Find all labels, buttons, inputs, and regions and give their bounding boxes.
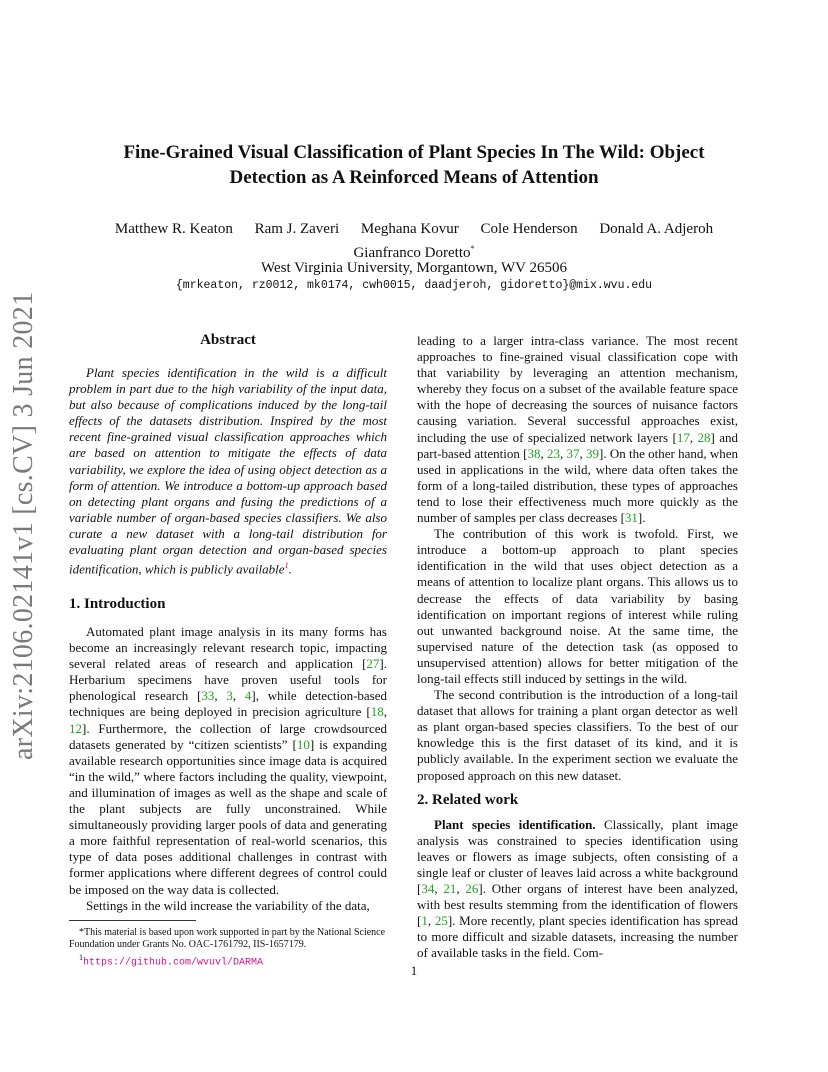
citation-link[interactable]: 38 [527,445,541,461]
run-in-heading: Plant species identification. [434,816,596,832]
citation-link[interactable]: 4 [244,688,252,704]
intro-paragraph-4: The second contribution is the introduction of a long-tail dataset that allows for training a plant organ detector as well as plant organ-based species classifiers. To the best of our knowledge this is the first dataset of its kind, and it is publicly available. In the experiment section we evaluate the proposed approach on this new dataset. [417,687,738,783]
intro-paragraph-3: The contribution of this work is twofold. First, we introduce a bottom-up approach to plant species identification in the wild that uses object detection as a means of attention to localize plant organs. This allows us to decrease the effects of data variability by basing identification on important regions of interest while ruling out unwanted background noise. At the same time, the supervised nature of the detection task (as opposed to unsupervised attention) allows for better mitigation of the long-tail effects still induced by settings in the wild. [417,526,738,686]
footnote-url-link[interactable]: https://github.com/wvuvl/DARMA [83,957,264,969]
abstract-heading: Abstract [200,332,256,348]
citation-link[interactable]: 31 [624,510,638,526]
section-heading-related-work: 2. Related work [417,791,519,808]
section-heading-introduction: 1. Introduction [69,596,166,612]
right-column [417,333,738,962]
citation-link[interactable]: 28 [697,429,711,445]
footnote-funding: *This material is based upon work supported in part by the National Science Foundation under Grants No. OAC-1761792, IIS-1657179. [69,927,386,951]
paper-title [0,140,828,190]
footnote-ref[interactable]: 1 [284,561,289,571]
citation-link[interactable]: 23 [546,445,560,461]
author-name: Donald A. Adjeroh [599,221,714,237]
author-name: Meghana Kovur [360,221,459,237]
citation-link[interactable]: 33 [201,688,215,704]
page-number: 1 [410,963,418,978]
author-name: Ram J. Zaveri [254,221,340,237]
citation-link[interactable]: 26 [465,881,479,897]
abstract-end: . [288,561,292,577]
citation-link[interactable]: 34 [421,881,435,897]
citation-link[interactable]: 12 [69,720,82,736]
author-emails: {mrkeaton, rz0012, mk0174, cwh0015, daadjeroh, gidoretto}@mix.wvu.edu [175,279,653,292]
citation-link[interactable]: 39 [586,445,600,461]
citation-link[interactable]: 1 [421,913,428,929]
author-name: Matthew R. Keaton [114,221,233,237]
intro-left-column [69,624,387,914]
abstract-body [69,365,387,578]
author-list [0,219,828,263]
footnote-mark: 1 [79,952,83,962]
arxiv-stamp: arXiv:2106.02141v1 [cs.CV] 3 Jun 2021 [8,291,39,760]
intro-paragraph-2-start: Settings in the wild increase the variability of the data, [86,897,370,913]
citation-link[interactable]: 3 [226,688,233,704]
abstract-text: Plant species identification in the wild is a difficult problem in part due to the high variability of the input data, but also because of complications induced by the long-tail effects of the datasets distribution. Inspired by the most recent fine-grained visual classification approaches which are based on attention to mitigate the effects of data variability, we explore the idea of using object detection as a form of attention. We introduce a bottom-up approach based on detecting plant organs and fusing the predictions of a variable number of organ-based species classifiers. We also curate a new dataset with a long-tail distribution for evaluating plant organ detection and organ-based species identification, which is publicly available [69,365,387,577]
intro-paragraph-2-cont: leading to a larger intra-class variance. The most recent approaches to fine-grained visual classification cope with that variability by leveraging an attention mechanism, whereby they focus on a subset of the available feature space with the hope of decreasing the sources of nuisance factors causing variation. Several successful approaches exist, including the use of specialized network layers [17, 28] and part-based attention [38, 23, 37, 39]. On the other hand, when used in applications in the wild, where data often takes the form of a long-tailed distribution, these types of approaches tend to lose their effectiveness much more quickly as the number of samples per class decreases [31]. [417,333,739,526]
affiliation: West Virginia University, Morgantown, WV 26506 [261,260,567,276]
citation-link[interactable]: 10 [296,736,310,752]
citation-link[interactable]: 18 [370,704,384,720]
intro-paragraph-1: Automated plant image analysis in its many forms has become an increasingly relevant research topic, impacting several related areas of research and application [27]. Herbarium specimens have proven useful tools for phenological research [33, 3, 4], while detection-based techniques are being deployed in precision agriculture [18, 12]. Furthermore, the collection of large crowdsourced datasets generated by “citizen scientists” [10] is expanding available research opportunities since image data is acquired “in the wild,” where factors including the quality, viewpoint, and illumination of images as well as the shape and scale of the plant subjects are fully unconstrained. While simultaneously providing larger pools of data and generating a more faithful representation of real-world scenarios, this type of data poses additional challenges in contrast with former applications where different degrees of control could be imposed on the way data is collected. [69,624,387,897]
footnote-rule [69,920,196,921]
citation-link[interactable]: 21 [443,881,457,897]
citation-link[interactable]: 17 [676,429,690,445]
related-paragraph-1: Plant species identification. Classically, plant image analysis was constrained to species identification using leaves or flowers as image subjects, often consisting of a single leaf or cluster of leaves laid across a white background [34, 21, 26]. Other organs of interest have been analyzed, with best results stemming from the identification of flowers [1, 25]. More recently, plant species identification has spread to more difficult and sizable datasets, increasing the number of available tasks in the field. Com- [417,816,739,961]
author-name: Gianfranco Doretto [353,245,471,261]
citation-link[interactable]: 37 [566,445,580,461]
citation-link[interactable]: 25 [434,913,448,929]
title-line-2: Detection as A Reinforced Means of Attention [229,167,599,188]
author-name: Cole Henderson [480,221,578,237]
author-footnote-mark: * [470,244,475,253]
citation-link[interactable]: 27 [366,656,380,672]
title-line-1: Fine-Grained Visual Classification of Plant Species In The Wild: Object [123,142,705,163]
